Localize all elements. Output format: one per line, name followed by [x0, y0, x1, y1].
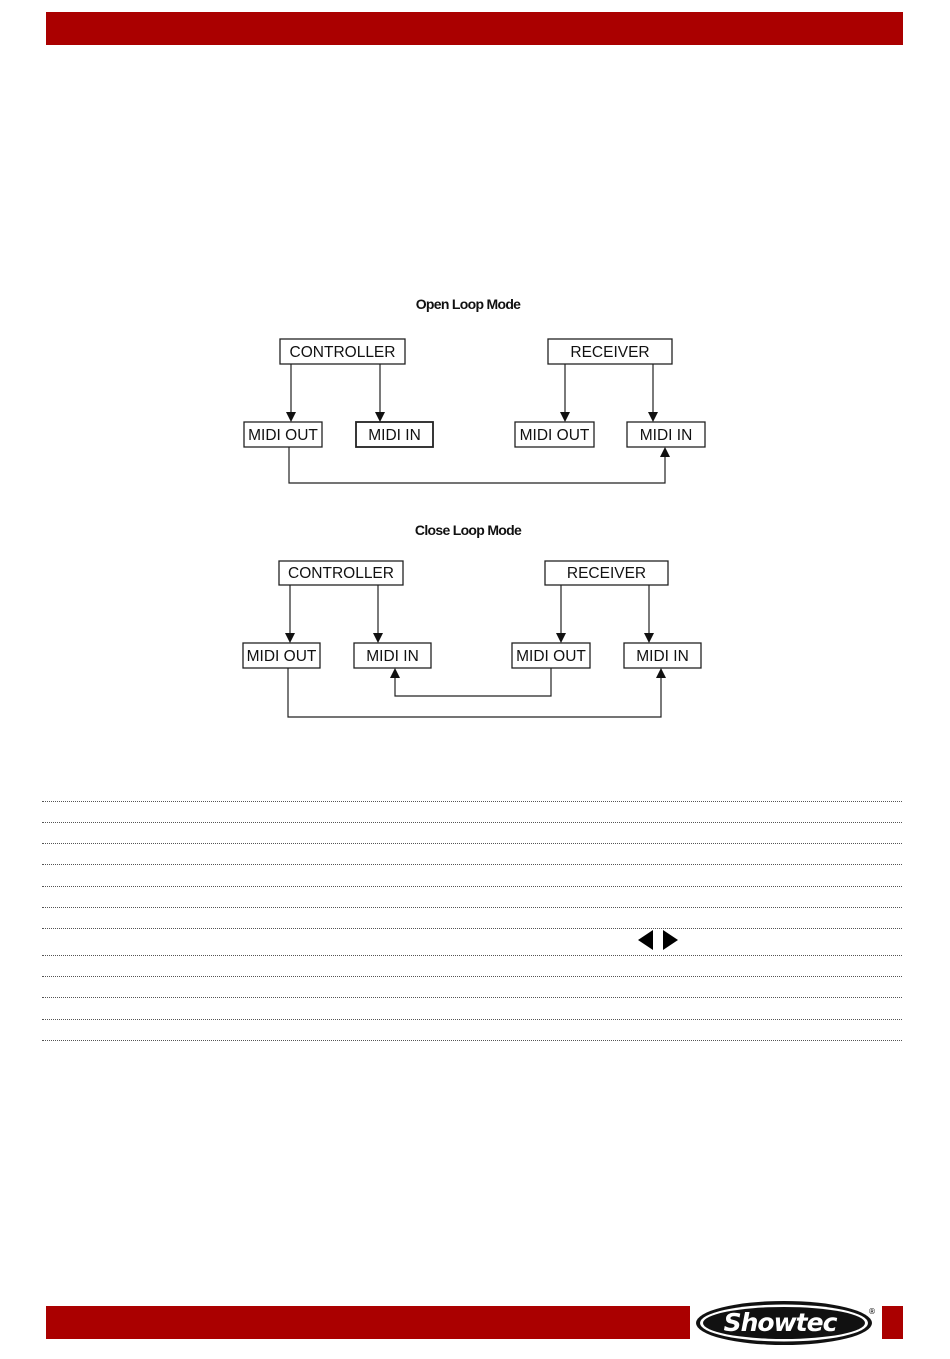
- table-row-divider: [42, 1040, 902, 1041]
- table-row-divider: [42, 822, 902, 823]
- svg-text:CONTROLLER: CONTROLLER: [289, 344, 396, 361]
- svg-text:MIDI IN: MIDI IN: [636, 648, 689, 665]
- arrow-down-icon: [644, 633, 654, 643]
- left-triangle-icon: [638, 930, 653, 950]
- footer-bar-end: [882, 1306, 903, 1339]
- footer-bar: [46, 1306, 690, 1339]
- close-loop-receiver-box: [545, 561, 668, 585]
- close-loop-outer-wire: [288, 668, 661, 717]
- svg-text:MIDI OUT: MIDI OUT: [519, 427, 590, 444]
- arrow-down-icon: [373, 633, 383, 643]
- svg-text:MIDI OUT: MIDI OUT: [248, 427, 318, 444]
- close-loop-receiver-midi-in: [624, 643, 701, 668]
- close-loop-controller-midi-out: [243, 643, 320, 668]
- arrow-down-icon: [556, 633, 566, 643]
- table-row-divider: [42, 928, 902, 929]
- table-row-divider: [42, 1019, 902, 1020]
- close-loop-title: Close Loop Mode: [414, 522, 522, 538]
- table-row-divider: [42, 976, 902, 977]
- close-loop-controller-midi-in: [354, 643, 431, 668]
- arrow-down-icon: [285, 633, 295, 643]
- svg-text:CONTROLLER: CONTROLLER: [288, 565, 394, 582]
- svg-text:RECEIVER: RECEIVER: [566, 565, 647, 582]
- svg-text:MIDI IN: MIDI IN: [639, 427, 693, 444]
- table-row-divider: [42, 843, 902, 844]
- close-loop-controller-box: [279, 561, 403, 585]
- arrow-up-icon: [656, 668, 666, 678]
- table-row-divider: [42, 886, 902, 887]
- arrow-up-icon: [390, 668, 400, 678]
- right-triangle-icon: [663, 930, 678, 950]
- svg-text:MIDI OUT: MIDI OUT: [516, 648, 586, 665]
- table-row-divider: [42, 864, 902, 865]
- table-row-divider: [42, 997, 902, 998]
- table-row-divider: [42, 955, 902, 956]
- showtec-logo: [694, 1298, 878, 1348]
- table-row-divider: [42, 907, 902, 908]
- table-row-divider: [42, 801, 902, 802]
- close-loop-inner-wire: [395, 668, 551, 696]
- svg-text:MIDI IN: MIDI IN: [366, 648, 419, 665]
- svg-text:®: ®: [868, 1307, 876, 1316]
- open-loop-title: Open Loop Mode: [415, 296, 521, 312]
- close-loop-receiver-midi-out: [512, 643, 590, 668]
- svg-text:Showtec: Showtec: [723, 1308, 837, 1337]
- svg-text:MIDI OUT: MIDI OUT: [246, 648, 317, 665]
- left-right-arrows-icon: [637, 929, 681, 951]
- svg-text:RECEIVER: RECEIVER: [570, 344, 650, 361]
- svg-text:MIDI IN: MIDI IN: [368, 427, 421, 444]
